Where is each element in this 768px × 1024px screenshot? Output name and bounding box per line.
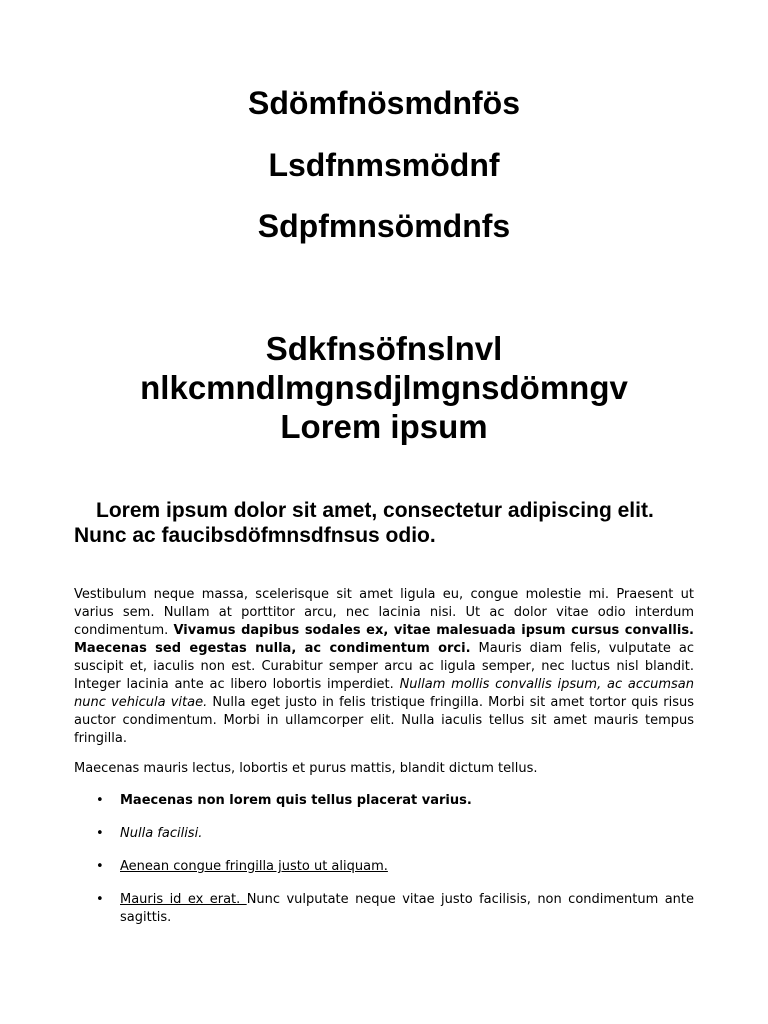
body-bold-text: Vivamus dapibus sodales ex, vitae malesuada ipsum cursus convallis. Maecenas sed egestas nulla, ac condimentum orci. xyxy=(74,623,694,656)
list-item-text: Nunc vulputate neque vitae justo facilisis, non condimentum ante sagittis. xyxy=(120,892,694,925)
subtitle xyxy=(74,329,694,446)
list-item-text: Nulla facilisi. xyxy=(120,826,203,841)
list-item-text: Aenean congue fringilla justo ut aliquam. xyxy=(120,859,388,874)
body-paragraph xyxy=(74,586,694,748)
subtitle-line-1: Sdkfnsöfnslnvl xyxy=(265,330,503,367)
body-text: Mauris diam felis, vulputate ac suscipit et, iaculis non est. Curabitur semper arcu ac ligula semper, nec luctus nisl blandit. Integer lacinia ante ac libero lobortis imperdiet. xyxy=(74,641,694,692)
bullet-icon: • xyxy=(96,793,104,808)
list-item xyxy=(74,891,694,927)
list-item xyxy=(74,858,694,876)
list-item-text: Maecenas non lorem quis tellus placerat varius. xyxy=(120,793,472,808)
list-item xyxy=(74,825,694,843)
title-line-3: Sdpfmnsömdnfs xyxy=(257,208,511,244)
second-paragraph: Maecenas mauris lectus, lobortis et purus mattis, blandit dictum tellus. xyxy=(74,761,538,776)
bullet-icon: • xyxy=(96,892,104,907)
body-italic-text: Nullam mollis convallis ipsum, ac accumsan nunc vehicula vitae. xyxy=(74,677,695,710)
title-line-2: Lsdfnmsmödnf xyxy=(268,147,500,183)
body-text: Vestibulum neque massa, scelerisque sit amet ligula eu, congue molestie mi. Praesent ut varius sem. Nullam at porttitor arcu, nec lacinia nisi. Ut ac dolor vitae odio interdum condimentum. xyxy=(74,587,694,638)
list-item xyxy=(74,792,694,810)
subtitle-line-2: nlkcmndlmgnsdjlmgnsdömngv xyxy=(140,369,628,406)
lead-paragraph: Lorem ipsum dolor sit amet, consectetur adipiscing elit. Nunc ac faucibsdöfmnsdfnsus odio. xyxy=(74,499,654,547)
body-text: Nulla eget justo in felis tristique fringilla. Morbi sit amet tortor quis risus auctor condimentum. Morbi in ullamcorper elit. Nulla iaculis tellus sit amet mauris tempus fringilla. xyxy=(74,695,695,746)
list-item-underlined-text: Mauris id ex erat. xyxy=(120,892,247,907)
subtitle-line-3: Lorem ipsum xyxy=(280,408,488,445)
bullet-icon: • xyxy=(96,826,104,841)
bullet-icon: • xyxy=(96,859,104,874)
bullet-list xyxy=(74,792,694,942)
title-line-1: Sdömfnösmdnfös xyxy=(248,85,520,121)
